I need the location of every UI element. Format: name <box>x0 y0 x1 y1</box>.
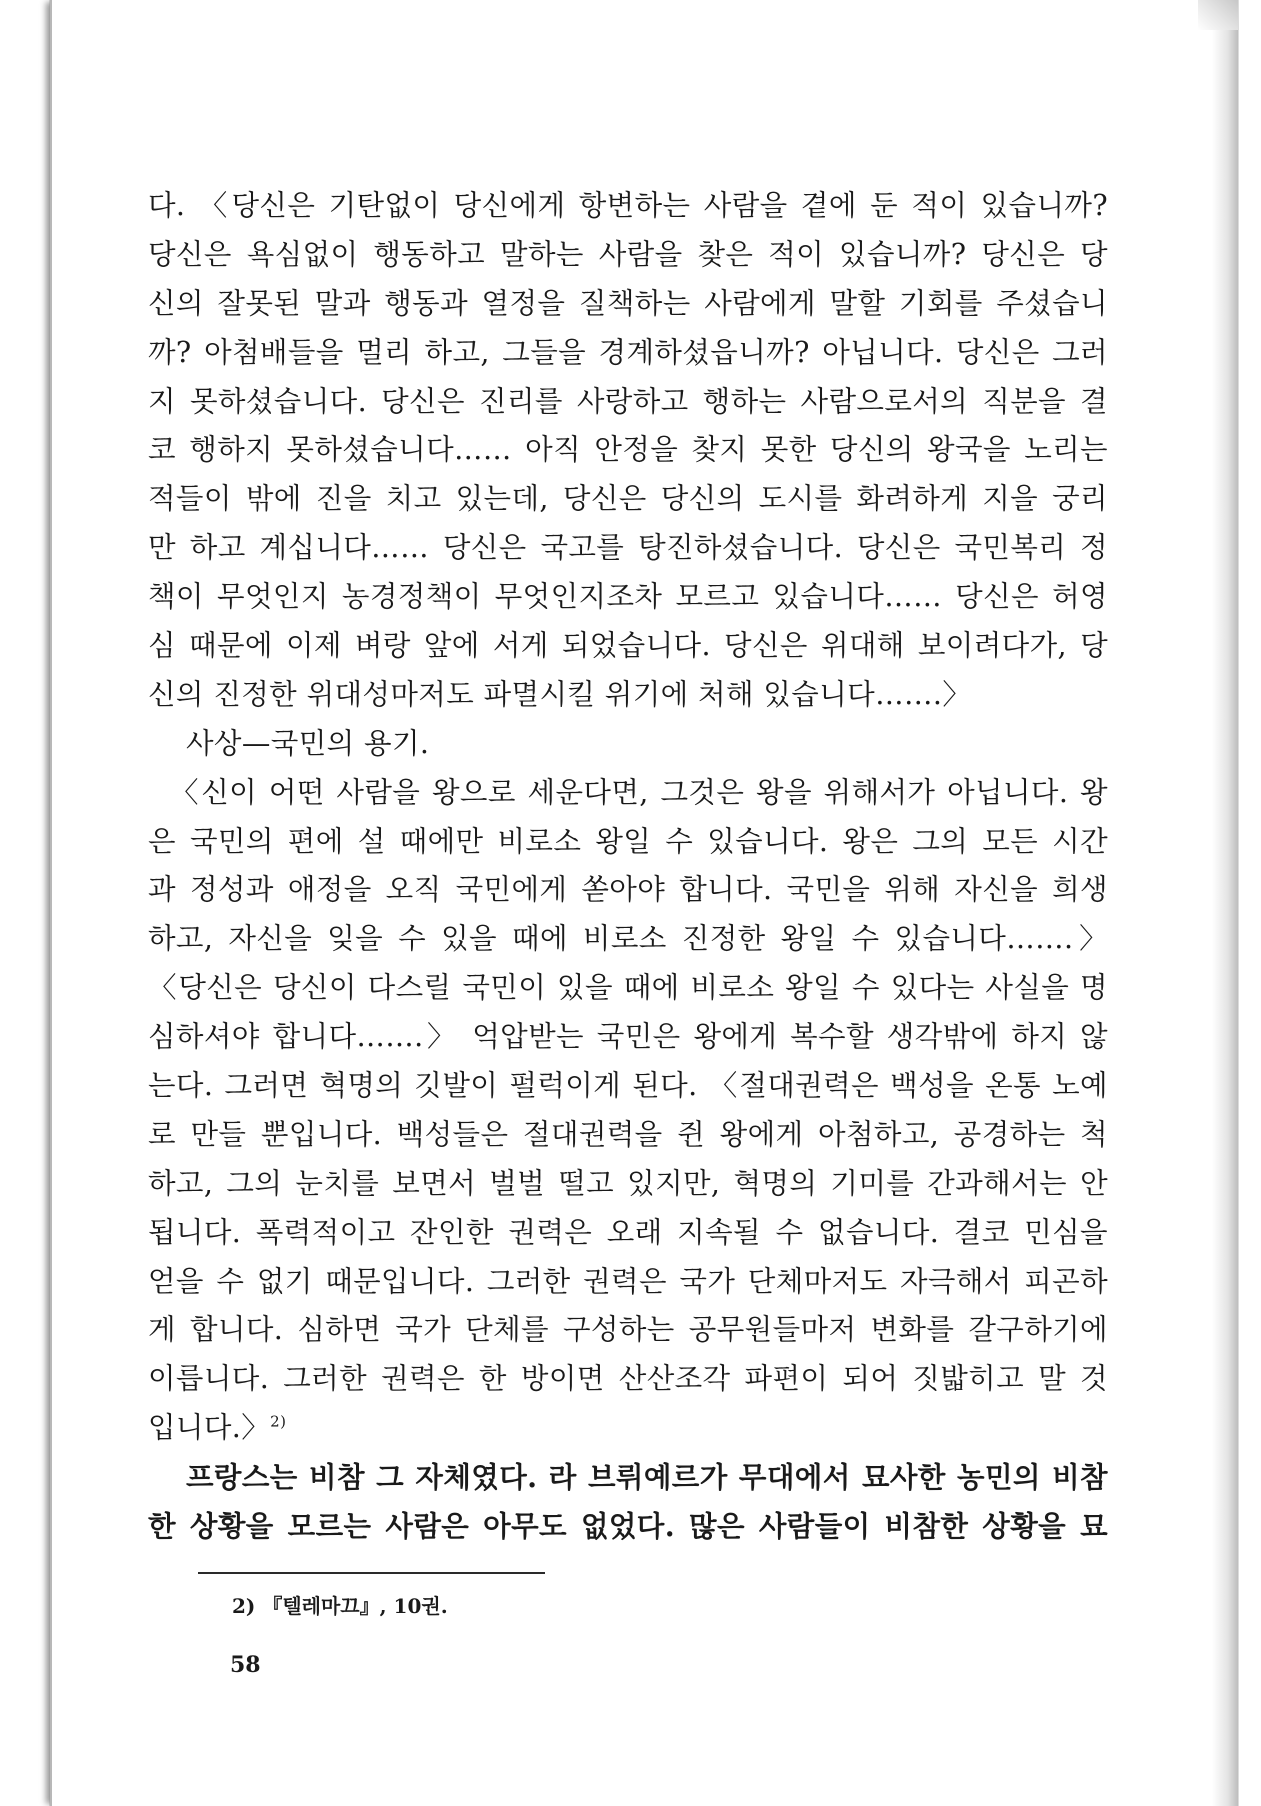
page-corner-shadow <box>1198 0 1238 30</box>
page-number: 58 <box>230 1652 261 1678</box>
text-line: 과 정성과 애정을 오직 국민에게 쏟아야 합니다. 국민을 위해 자신을 희생 <box>148 873 1108 907</box>
text-line: 책이 무엇인지 농경정책이 무엇인지조차 모르고 있습니다…… 당신은 허영 <box>148 580 1108 614</box>
text-line: 신의 진정한 위대성마저도 파멸시킬 위기에 처해 있습니다…….〉 <box>148 677 972 711</box>
footnote-divider <box>198 1572 545 1574</box>
text-line: 심 때문에 이제 벼랑 앞에 서게 되었습니다. 당신은 위대해 보이려다가, 당 <box>148 629 1108 663</box>
text-line: 당신은 욕심없이 행동하고 말하는 사람을 찾은 적이 있습니까? 당신은 당 <box>148 237 1108 271</box>
text-line: 〈당신은 당신이 다스릴 국민이 있을 때에 비로소 왕일 수 있다는 사실을 명 <box>148 971 1108 1005</box>
text-line: 사상—국민의 용기. <box>186 726 430 760</box>
text-line: 지 못하셨습니다. 당신은 진리를 사랑하고 행하는 사람으로서의 직분을 결 <box>148 384 1108 418</box>
text-line: 됩니다. 폭력적이고 잔인한 권력은 오래 지속될 수 없습니다. 결코 민심을 <box>148 1215 1108 1249</box>
text-line: 신의 잘못된 말과 행동과 열정을 질책하는 사람에게 말할 기회를 주셨습니 <box>148 286 1108 320</box>
text-line: 코 행하지 못하셨습니다…… 아직 안정을 찾지 못한 당신의 왕국을 노리는 <box>148 433 1108 467</box>
body-text <box>148 182 1108 1551</box>
text-line-content: 입니다.〉 <box>148 1411 271 1445</box>
text-line: 얻을 수 없기 때문입니다. 그러한 권력은 국가 단체마저도 자극해서 피곤하 <box>148 1264 1108 1298</box>
text-line: 한 상황을 모르는 사람은 아무도 없었다. 많은 사람들이 비참한 상황을 묘 <box>148 1509 1108 1544</box>
text-line: 는다. 그러면 혁명의 깃발이 펄럭이게 된다. 〈절대권력은 백성을 온통 노예 <box>148 1069 1108 1103</box>
text-line: 다. 〈당신은 기탄없이 당신에게 항변하는 사람을 곁에 둔 적이 있습니까? <box>148 189 1108 222</box>
text-line: 은 국민의 편에 설 때에만 비로소 왕일 수 있습니다. 왕은 그의 모든 시간 <box>148 824 1108 858</box>
text-line: 하고, 자신을 잊을 수 있을 때에 비로소 진정한 왕일 수 있습니다…….〉 <box>148 922 1108 956</box>
text-line: 로 만들 뿐입니다. 백성들은 절대권력을 쥔 왕에게 아첨하고, 공경하는 척 <box>148 1117 1108 1151</box>
text-line: 프랑스는 비참 그 자체였다. 라 브뤼예르가 무대에서 묘사한 농민의 비참 <box>186 1460 1108 1495</box>
text-line: 하고, 그의 눈치를 보면서 벌벌 떨고 있지만, 혁명의 기미를 간과해서는 안 <box>148 1166 1108 1200</box>
page-edge-shadow <box>1212 0 1238 1806</box>
text-line: 심하셔야 합니다…….〉 억압받는 국민은 왕에게 복수할 생각밖에 하지 않 <box>148 1020 1108 1054</box>
text-line: 〈신이 어떤 사람을 왕으로 세운다면, 그것은 왕을 위해서가 아닙니다. 왕 <box>170 775 1108 809</box>
text-line <box>148 1404 1108 1453</box>
text-line: 까? 아첨배들을 멀리 하고, 그들을 경계하셨읍니까? 아닙니다. 당신은 그러 <box>148 335 1108 369</box>
text-line: 게 합니다. 심하면 국가 단체를 구성하는 공무원들마저 변화를 갈구하기에 <box>148 1313 1108 1347</box>
text-line: 이릅니다. 그러한 권력은 한 방이면 산산조각 파편이 되어 짓밟히고 말 것 <box>148 1362 1108 1396</box>
footnote-reference[interactable]: 2) <box>270 1412 287 1431</box>
text-line: 만 하고 계십니다…… 당신은 국고를 탕진하셨습니다. 당신은 국민복리 정 <box>148 531 1108 565</box>
footnote-text: 2) 『텔레마끄』, 10권. <box>232 1594 448 1618</box>
text-line: 적들이 밖에 진을 치고 있는데, 당신은 당신의 도시를 화려하게 지을 궁리 <box>148 482 1108 516</box>
